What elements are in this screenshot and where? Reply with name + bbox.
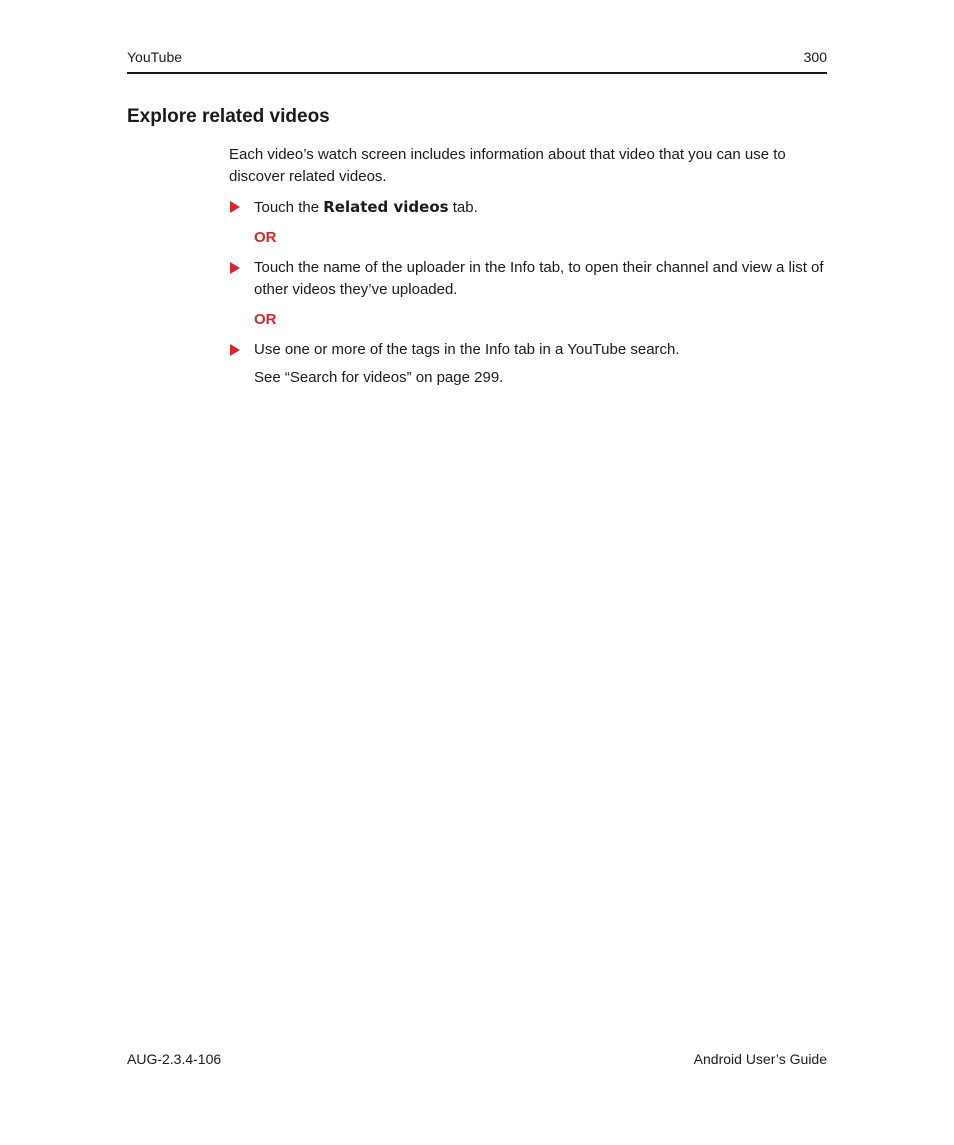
footer-guide-title: Android User’s Guide: [693, 1051, 827, 1067]
or-separator: OR: [254, 229, 277, 246]
intro-paragraph: Each video’s watch screen includes information about that video that you can use to discover related videos.: [229, 146, 786, 185]
header-page-number: 300: [803, 49, 827, 65]
section-body: [229, 144, 827, 389]
related-videos-label: Related videos: [323, 198, 449, 216]
triangle-bullet-icon: [230, 344, 240, 356]
step-1-suffix: tab.: [448, 199, 478, 216]
header-section: YouTube: [127, 49, 183, 65]
footer-doc-id: AUG-2.3.4-106: [127, 1051, 222, 1067]
triangle-bullet-icon: [230, 262, 240, 274]
step-related-videos: [229, 196, 827, 219]
step-1-prefix: Touch the: [254, 199, 324, 216]
see-also-reference: See “Search for videos” on page 299.: [254, 369, 504, 386]
step-uploader-channel: [229, 257, 827, 301]
triangle-bullet-icon: [230, 201, 240, 213]
step-tags-search: [229, 339, 827, 361]
page-header: [127, 48, 827, 74]
section-title: Explore related videos: [127, 106, 330, 127]
step-2-text: Touch the name of the uploader in the Info tab, to open their channel and view a list of other videos they’ve uploaded.: [254, 259, 824, 298]
or-separator: OR: [254, 311, 277, 328]
step-3-text: Use one or more of the tags in the Info tab in a YouTube search.: [254, 341, 680, 358]
